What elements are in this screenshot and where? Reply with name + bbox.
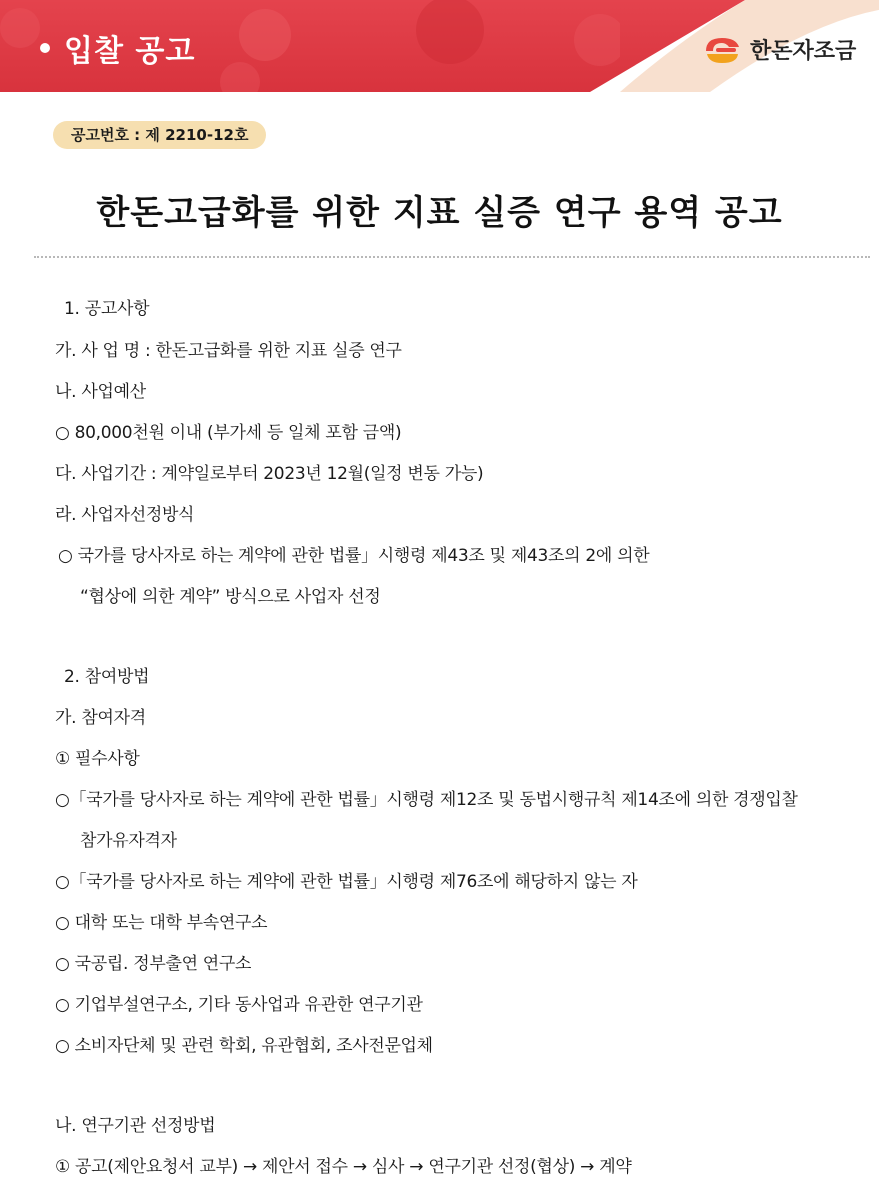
header-banner [0, 0, 879, 92]
logo-text: 한돈자조금 [750, 39, 857, 64]
list-item: ○ 80,000천원 이내 (부가세 등 일체 포함 금액) [55, 423, 402, 443]
list-item: 다. 사업기간 : 계약일로부터 2023년 12월(일정 변동 가능) [55, 464, 484, 484]
list-item: ○ 소비자단체 및 관련 학회, 유관협회, 조사전문업체 [55, 1036, 433, 1056]
list-item: 나. 연구기관 선정방법 [55, 1116, 216, 1136]
list-item: ○ 대학 또는 대학 부속연구소 [55, 913, 268, 933]
list-item: 가. 참여자격 [55, 708, 146, 728]
list-item: ○「국가를 당사자로 하는 계약에 관한 법률」시행령 제76조에 해당하지 않는 자 [55, 872, 638, 892]
list-item: ○ 국가를 당사자로 하는 계약에 관한 법률」시행령 제43조 및 제43조의 2에 의한 [58, 546, 650, 566]
list-item: 나. 사업예산 [55, 382, 146, 402]
list-item: 라. 사업자선정방식 [55, 505, 195, 525]
logo [702, 34, 856, 65]
banner-title [40, 26, 195, 70]
list-item: ○ 국공립. 정부출연 연구소 [55, 954, 252, 974]
notice-number-badge: 공고번호 : 제 2210-12호 [53, 121, 266, 149]
banner-title-text: 입찰 공고 [64, 34, 196, 69]
list-item: ① 필수사항 [55, 749, 140, 769]
list-item: “협상에 의한 계약” 방식으로 사업자 선정 [80, 587, 381, 607]
bullet-dot-icon [40, 43, 50, 53]
section-heading: 1. 공고사항 [64, 299, 150, 319]
dotted-divider [34, 256, 870, 258]
list-item: 가. 사 업 명 : 한돈고급화를 위한 지표 실증 연구 [55, 341, 402, 361]
list-item: ○「국가를 당사자로 하는 계약에 관한 법률」시행령 제12조 및 동법시행규칙 제14조에 의한 경쟁입찰 [55, 790, 798, 810]
list-item: ① 공고(제안요청서 교부) → 제안서 접수 → 심사 → 연구기관 선정(협상) → 계약 [55, 1157, 632, 1177]
section-heading: 2. 참여방법 [64, 667, 150, 687]
list-item: ○ 기업부설연구소, 기타 동사업과 유관한 연구기관 [55, 995, 423, 1015]
hanpork-logo-icon [702, 35, 742, 65]
page-title: 한돈고급화를 위한 지표 실증 연구 용역 공고 [96, 193, 783, 233]
list-item: 참가유자격자 [80, 831, 177, 851]
